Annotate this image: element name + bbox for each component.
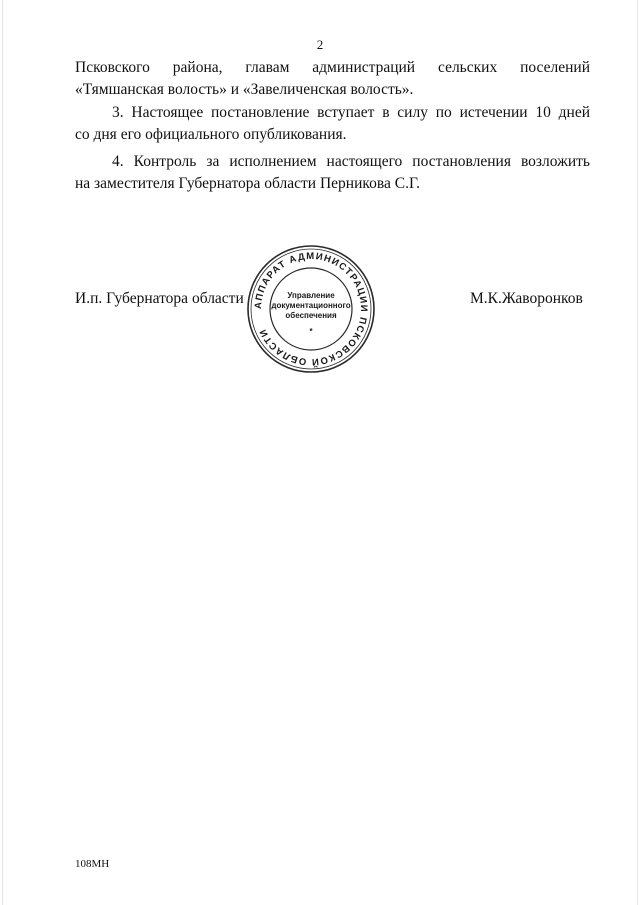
scan-edge-left [2,0,3,905]
seal-inner-text [245,291,377,337]
document-code: 108МН [75,858,110,870]
paragraph-line: на заместителя Губернатора области Перникова С.Г. [75,175,421,192]
seal-inner-line: Управление [287,291,335,300]
paragraph-line: 4. Контроль за исполнением настоящего постановления возложить [112,153,590,170]
paragraph-line: «Тямшанская волость» и «Завеличенская волость». [75,81,414,98]
paragraph-line: 3. Настоящее постановление вступает в силу по истечении 10 дней [112,104,590,121]
seal-inner-line: обеспечения [285,311,337,320]
signature-title: И.п. Губернатора области [75,290,244,307]
paragraph-clause-4 [75,151,590,195]
seal-inner-line: документационного [271,301,351,310]
page-number: 2 [316,37,324,52]
signature-name: М.К.Жаворонков [470,290,583,307]
scan-edge-right [637,0,638,905]
paragraph-continuation [75,57,590,101]
official-seal-stamp [245,243,377,375]
seal-star: * [309,327,313,336]
paragraph-line: Псковского района, главам администраций сельских поселений [75,59,590,76]
seal-ring-text: АППАРАТ АДМИНИСТРАЦИИ ПСКОВСКОЙ ОБЛАСТИ [252,250,370,368]
paragraph-clause-3 [75,102,590,146]
paragraph-line: со дня его официального опубликования. [75,126,347,143]
